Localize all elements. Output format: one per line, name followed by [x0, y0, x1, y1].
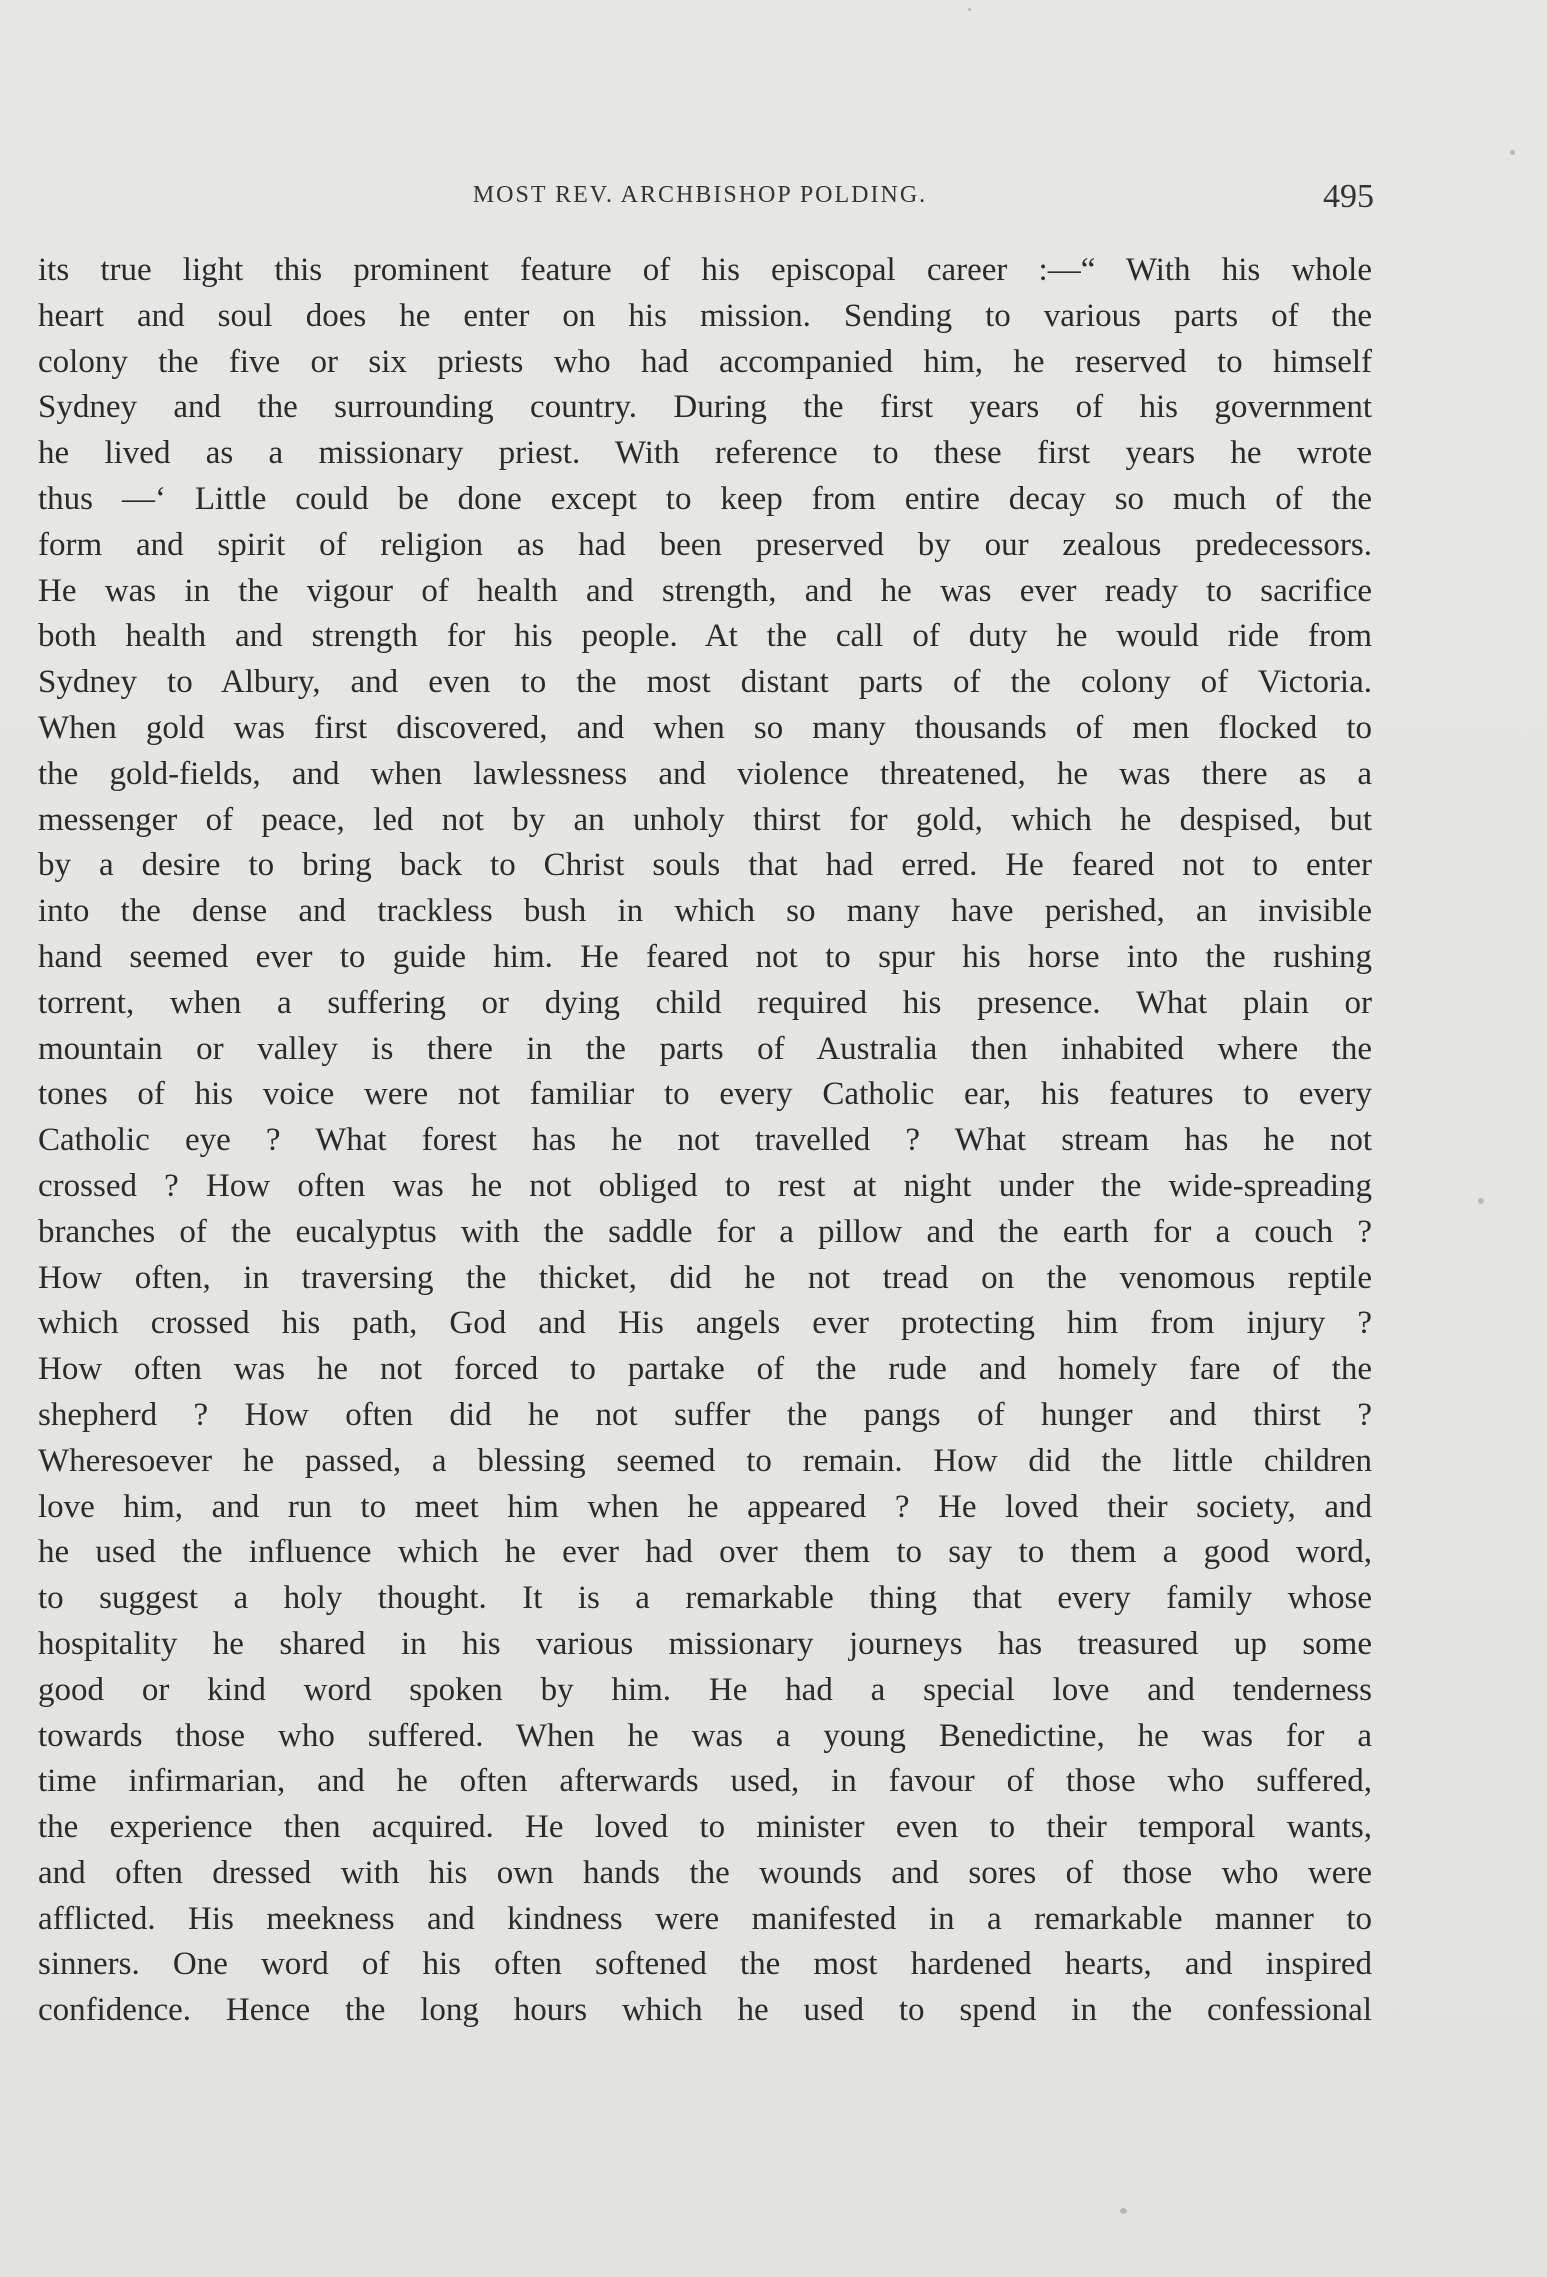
text-line: thus —‘ Little could be done except to keep from entire decay so much of the: [38, 480, 1372, 517]
text-line: the gold-fields, and when lawlessness and violence threatened, he was there as a: [38, 755, 1372, 792]
text-line: hand seemed ever to guide him. He feared not to spur his horse into the rushing: [38, 938, 1372, 975]
text-line: love him, and run to meet him when he appeared ? He loved their society, and: [38, 1488, 1372, 1525]
paper-speck: [1510, 150, 1515, 155]
text-line: afflicted. His meekness and kindness were manifested in a remarkable manner to: [38, 1900, 1372, 1937]
text-line: form and spirit of religion as had been preserved by our zealous predecessors.: [38, 526, 1372, 563]
text-line: How often was he not forced to partake of the rude and homely fare of the: [38, 1351, 1372, 1388]
text-line: its true light this prominent feature of his episcopal career :—“ With his whole: [38, 252, 1372, 288]
text-line: When gold was first discovered, and when so many thousands of men flocked to: [38, 709, 1372, 746]
text-line: How often, in traversing the thicket, did he not tread on the venomous reptile: [38, 1259, 1372, 1296]
text-line: to suggest a holy thought. It is a remarkable thing that every family whose: [38, 1580, 1372, 1617]
text-line: branches of the eucalyptus with the saddle for a pillow and the earth for a couch ?: [38, 1213, 1372, 1250]
text-line: Catholic eye ? What forest has he not travelled ? What stream has he not: [38, 1122, 1372, 1159]
text-line: good or kind word spoken by him. He had a special love and tenderness: [38, 1671, 1372, 1708]
text-line: and often dressed with his own hands the wounds and sores of those who were: [38, 1854, 1372, 1891]
text-line: into the dense and trackless bush in which so many have perished, an invisible: [38, 893, 1372, 930]
text-line: hospitality he shared in his various missionary journeys has treasured up some: [38, 1625, 1372, 1662]
text-line: the experience then acquired. He loved to minister even to their temporal wants,: [38, 1809, 1372, 1846]
text-line: heart and soul does he enter on his mission. Sending to various parts of the: [38, 297, 1372, 334]
text-line: towards those who suffered. When he was a young Benedictine, he was for a: [38, 1717, 1372, 1754]
text-line: both health and strength for his people. At the call of duty he would ride from: [38, 618, 1372, 655]
text-line: messenger of peace, led not by an unholy thirst for gold, which he despised, but: [38, 801, 1372, 838]
text-line: Wheresoever he passed, a blessing seemed to remain. How did the little children: [38, 1442, 1372, 1479]
text-line: crossed ? How often was he not obliged to rest at night under the wide-spreading: [38, 1167, 1372, 1204]
text-line: shepherd ? How often did he not suffer the pangs of hunger and thirst ?: [38, 1396, 1372, 1433]
text-line: he used the influence which he ever had over them to say to them a good word,: [38, 1534, 1372, 1571]
paper-speck: [1120, 2208, 1127, 2214]
text-line: colony the five or six priests who had accompanied him, he reserved to himself: [38, 343, 1372, 380]
page-number: 495: [1323, 178, 1374, 215]
text-line: He was in the vigour of health and strength, and he was ever ready to sacrifice: [38, 572, 1372, 609]
text-line: by a desire to bring back to Christ souls that had erred. He feared not to enter: [38, 847, 1372, 884]
text-line: time infirmarian, and he often afterwards used, in favour of those who suffered,: [38, 1763, 1372, 1800]
text-line: he lived as a missionary priest. With reference to these first years he wrote: [38, 435, 1372, 472]
text-line: which crossed his path, God and His angels ever protecting him from injury ?: [38, 1305, 1372, 1342]
paper-speck: [968, 8, 971, 11]
running-head: [0, 178, 1547, 218]
text-line: confidence. Hence the long hours which he used to spend in the confessional: [38, 1992, 1372, 2029]
text-line: torrent, when a suffering or dying child required his presence. What plain or: [38, 984, 1372, 1021]
paper-speck: [1478, 1198, 1484, 1204]
text-line: Sydney and the surrounding country. During the first years of his government: [38, 389, 1372, 426]
running-title: MOST REV. ARCHBISHOP POLDING.: [472, 182, 928, 208]
text-line: tones of his voice were not familiar to every Catholic ear, his features to every: [38, 1076, 1372, 1113]
text-line: sinners. One word of his often softened the most hardened hearts, and inspired: [38, 1946, 1372, 1983]
text-line: Sydney to Albury, and even to the most distant parts of the colony of Victoria.: [38, 664, 1372, 701]
body-text: [38, 248, 1372, 2034]
text-line: mountain or valley is there in the parts of Australia then inhabited where the: [38, 1030, 1372, 1067]
